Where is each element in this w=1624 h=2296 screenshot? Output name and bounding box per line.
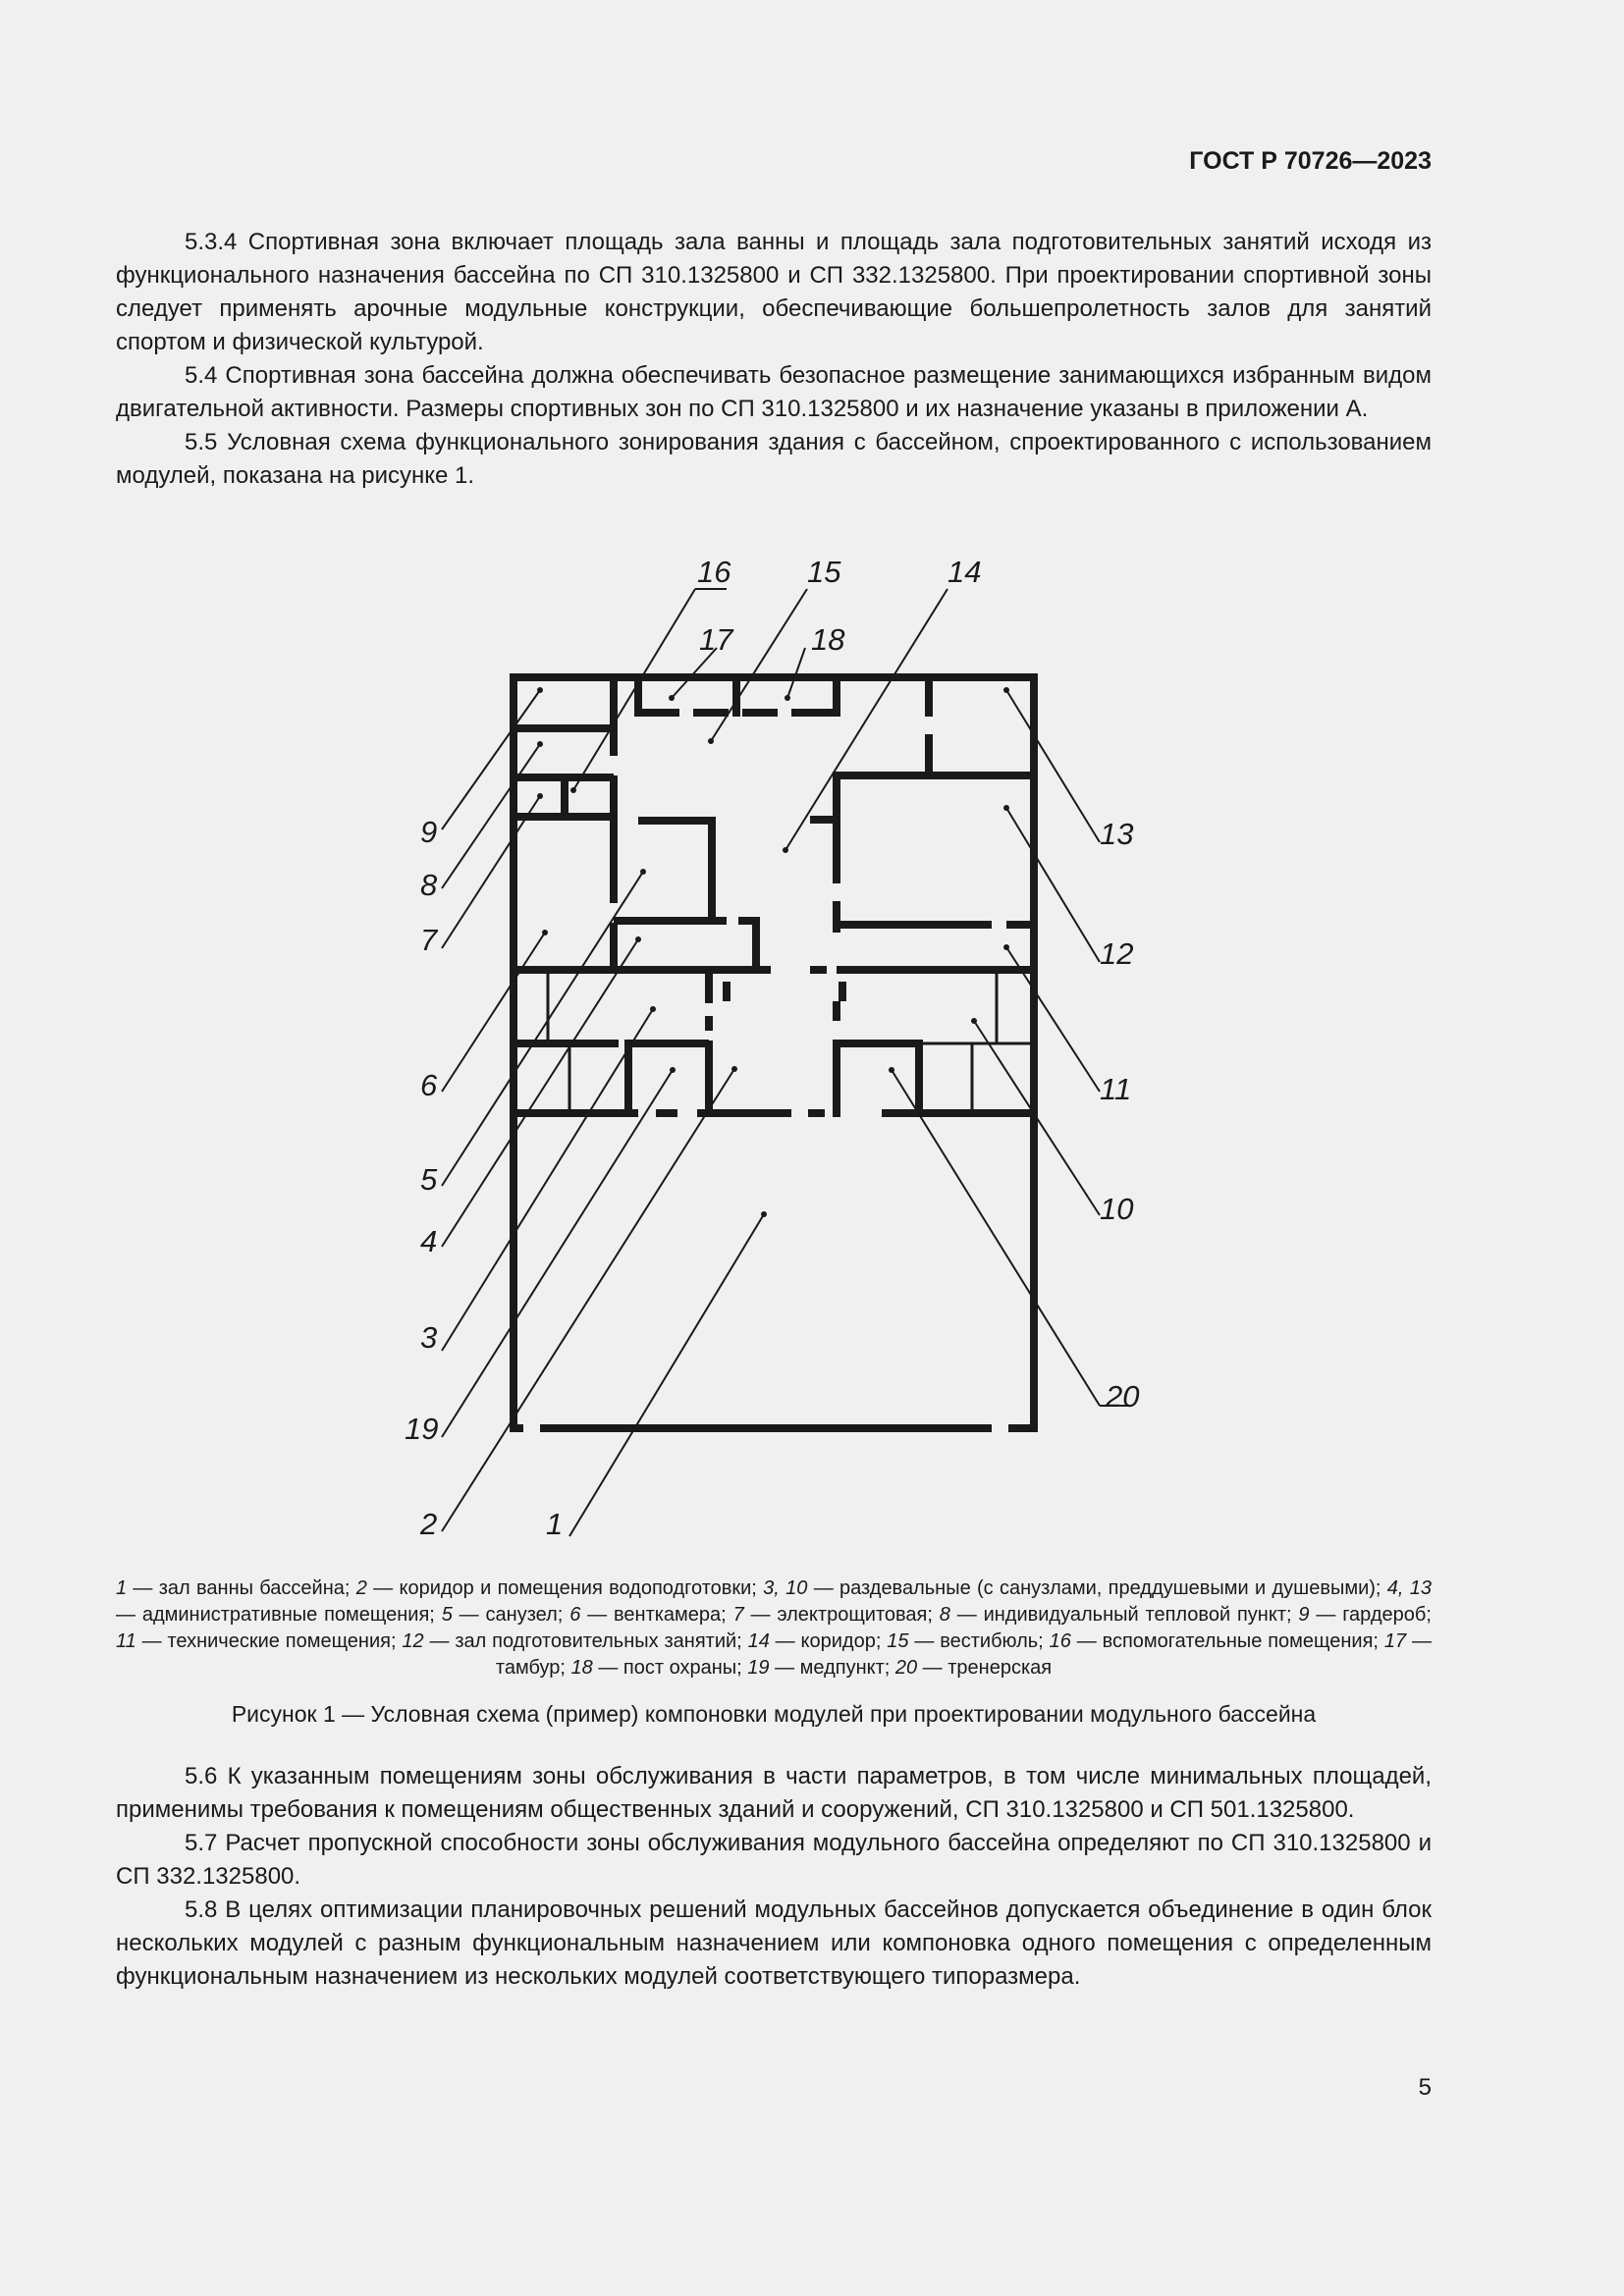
label-20: 20 [1106, 1379, 1140, 1414]
figure-labels [405, 555, 1139, 1541]
document-code: ГОСТ Р 70726—2023 [1189, 147, 1432, 175]
floor-plan-partitions [514, 970, 1034, 1113]
figure-caption: Рисунок 1 — Условная схема (пример) компоновки модулей при проектировании модульного бассейна [231, 1701, 1317, 1727]
label-1: 1 [546, 1507, 564, 1541]
paragraph-5-6: 5.6 К указанным помещениям зоны обслуживания в части параметров, в том числе минимальных площадей, применимы требования к помещениям общественных зданий и сооружений, СП 310.1325800 и СП 501.1325800. [116, 1763, 1432, 1823]
paragraph-5-7: 5.7 Расчет пропускной способности зоны обслуживания модульного бассейна определяют по СП 310.1325800 и СП 332.1325800. [116, 1830, 1432, 1890]
paragraph-5-8: 5.8 В целях оптимизации планировочных решений модульных бассейнов допускается объединение в один блок нескольких модулей с разным функциональным назначением или компоновка одного помещения с определенным функциональным назначением из нескольких модулей соответствующего типоразмера. [116, 1896, 1432, 1990]
label-13: 13 [1100, 817, 1134, 851]
label-6: 6 [420, 1068, 438, 1102]
leader-lines [442, 589, 1132, 1536]
label-16: 16 [697, 555, 731, 589]
label-7: 7 [420, 923, 438, 957]
paragraph-5-4: 5.4 Спортивная зона бассейна должна обеспечивать безопасное размещение занимающихся избранным видом двигательной активности. Размеры спортивных зон по СП 310.1325800 и их назначение указаны в приложении А. [116, 362, 1432, 422]
body-text-top [116, 226, 1432, 493]
label-14: 14 [947, 555, 982, 589]
label-8: 8 [420, 868, 438, 902]
label-4: 4 [420, 1224, 438, 1258]
paragraph-5-3-4: 5.3.4 Спортивная зона включает площадь зала ванны и площадь зала подготовительных занятий исходя из функционального назначения бассейна по СП 310.1325800 и СП 332.1325800. При проектировании спортивной зоны следует применять арочные модульные конструкции, обеспечивающие большепролетность залов для занятий спортом и физической культурой. [116, 229, 1432, 355]
label-5: 5 [420, 1162, 438, 1197]
body-text-bottom [116, 1760, 1432, 1994]
label-10: 10 [1100, 1192, 1134, 1226]
page-number: 5 [1418, 2074, 1432, 2101]
label-2: 2 [420, 1507, 438, 1541]
room-dots [537, 687, 1009, 1217]
label-12: 12 [1100, 936, 1134, 971]
label-11: 11 [1100, 1072, 1132, 1106]
label-3: 3 [420, 1320, 438, 1355]
label-19: 19 [405, 1412, 439, 1446]
floor-plan-walls [510, 673, 1038, 1432]
label-18: 18 [811, 622, 845, 657]
label-15: 15 [807, 555, 841, 589]
figure-legend: 1 — зал ванны бассейна; 2 — коридор и помещения водоподготовки; 3, 10 — раздевальные (с санузлами, преддушевыми и душевыми); 4, 13 — административные помещения; 5 — санузел; 6 — венткамера; 7 — электрощитовая; 8 — индивидуальный тепловой пункт; 9 — гардероб; 11 — технические помещения; 12 — зал подготовительных занятий; 14 — коридор; 15 — вестибюль; 16 — вспомогательные помещения; 17 — тамбур; 18 — пост охраны; 19 — медпункт; 20 — тренерская [116, 1577, 1433, 1679]
label-17: 17 [699, 622, 733, 657]
label-9: 9 [420, 815, 438, 849]
paragraph-5-5: 5.5 Условная схема функционального зонирования здания с бассейном, спроектированного с использованием модулей, показана на рисунке 1. [116, 429, 1432, 489]
